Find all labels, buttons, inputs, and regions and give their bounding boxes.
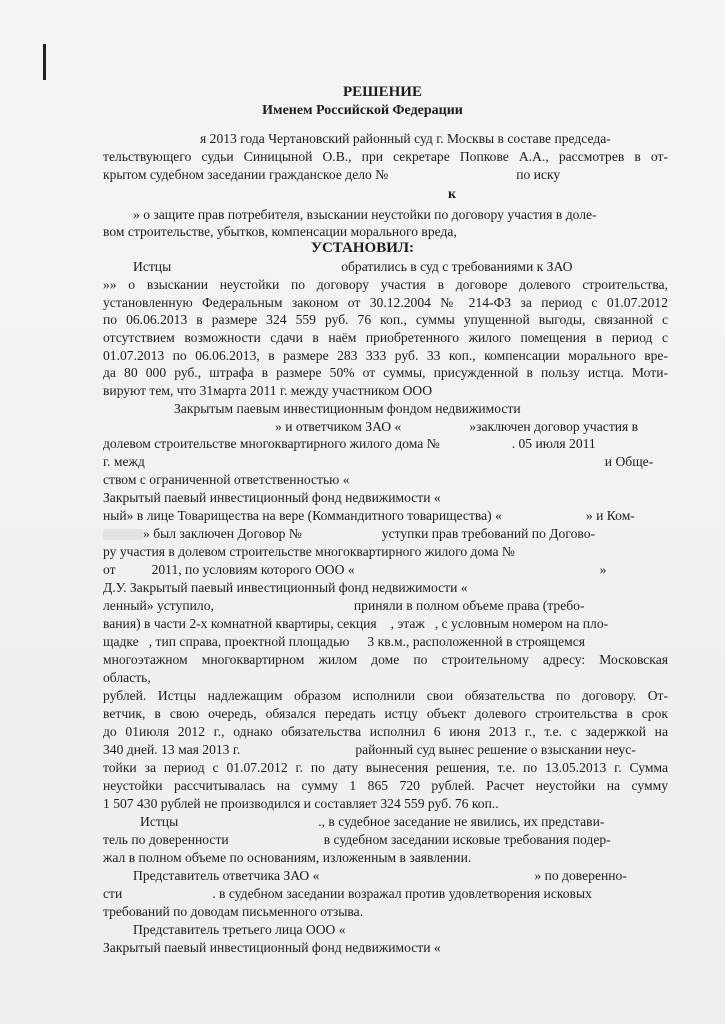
text-line: ветчик, в свою очередь, обязался передать истцу объект долевого строительства в срок — [103, 706, 668, 721]
text-line: 01.07.2013 по 06.06.2013, в размере 283 333 руб. 33 коп., компенсации морального вре- — [103, 348, 668, 363]
text-line — [103, 507, 668, 524]
text-fragment: сти — [103, 886, 123, 901]
redaction — [103, 529, 143, 540]
text-line — [133, 867, 668, 884]
text-line: » о защите прав потребителя, взыскании неустойки по договору участия в доле- — [133, 207, 597, 222]
text-fragment: вания) в части 2-х комнатной квартиры, секция — [103, 616, 377, 631]
text-line: Закрытым паевым инвестиционным фондом недвижимости — [174, 401, 521, 416]
text-line — [103, 166, 668, 183]
text-line — [103, 597, 668, 614]
text-fragment: . в судебном заседании возражал против удовлетворения исковых — [212, 886, 592, 901]
text-line: установленную Федеральным законом от 30.12.2004 № 214-ФЗ за период с 01.07.2012 — [103, 295, 668, 310]
text-fragment: ный» в лице Товарищества на вере (Коммандитного товарищества) « — [103, 508, 502, 523]
text-line: вом строительстве, убытков, компенсации морального вреда, — [103, 224, 457, 239]
text-fragment: от — [103, 562, 116, 577]
text-fragment: 3 кв.м., расположенной в строящемся — [367, 634, 586, 649]
text-line: по 06.06.2013 в размере 324 559 руб. 76 коп., суммы упущенной выгоды, связанной с — [103, 312, 668, 327]
text-fragment: и Обще- — [604, 454, 654, 469]
text-fragment: » и ответчиком ЗАО « — [275, 419, 402, 434]
text-fragment: приняли в полном объеме права (требо- — [353, 598, 585, 613]
text-line — [103, 435, 668, 452]
text-line: Закрытый паевый инвестиционный фонд недвижимости « — [103, 490, 441, 505]
text-fragment: обратились в суд с требованиями к ЗАО — [341, 259, 573, 274]
text-line — [140, 813, 668, 830]
text-fragment: крытом судебном заседании гражданское дело № — [103, 167, 389, 182]
text-fragment: . 05 июля 2011 — [511, 436, 596, 451]
text-fragment: , тип справа, проектной площадью — [148, 634, 350, 649]
text-line — [103, 615, 668, 632]
text-fragment: г. межд — [103, 454, 145, 469]
document-title: РЕШЕНИЕ — [343, 84, 422, 100]
text-fragment: 340 дней. 13 мая 2013 г. — [103, 742, 241, 757]
text-line: многоэтажном многоквартирном жилом доме по строительному адресу: Московская — [103, 652, 668, 667]
text-line: до 01июля 2012 г., однако обязательства исполнил 6 июня 2013 г., т.е. с задержкой на — [103, 724, 668, 739]
text-fragment: тель по доверенности — [103, 832, 229, 847]
text-line — [103, 741, 668, 758]
text-fragment: по иску — [516, 167, 561, 182]
text-line: неустойки рассчитывалась на сумму 1 865 720 рублей. Расчет неустойки на сумму — [103, 778, 668, 793]
text-line: Представитель третьего лица ООО « — [133, 922, 346, 937]
text-line: ством с ограниченной ответственностью « — [103, 472, 350, 487]
text-k: к — [448, 187, 457, 202]
document-subtitle: Именем Российской Федерации — [262, 103, 463, 118]
section-title: УСТАНОВИЛ: — [310, 240, 415, 256]
text-line — [103, 831, 668, 848]
text-fragment: районный суд вынес решение о взыскании неус- — [355, 742, 636, 757]
text-fragment: , этаж — [390, 616, 425, 631]
text-fragment: уступки прав требований по Догово- — [381, 526, 596, 541]
text-line — [103, 885, 668, 902]
text-line — [103, 453, 668, 470]
text-line — [103, 525, 668, 542]
text-line: 1 507 430 рублей не производился и составляет 324 559 руб. 76 коп.. — [103, 796, 499, 811]
text-line: ру участия в долевом строительстве многоквартирного жилого дома № — [103, 544, 515, 559]
text-line: Д.У. Закрытый паевый инвестиционный фонд недвижимости « — [103, 580, 468, 595]
text-fragment: » и Ком- — [585, 508, 635, 523]
text-line — [103, 633, 668, 650]
text-line: требований по доводам письменного отзыва. — [103, 904, 364, 919]
text-line — [275, 418, 668, 435]
text-line: да 80 000 руб., штрафа в размере 50% от суммы, присужденной в пользу истца. Моти- — [103, 365, 668, 380]
text-line: рублей. Истцы надлежащим образом исполнили свои обязательства по договору. От- — [103, 688, 668, 703]
text-fragment: Истцы — [133, 259, 172, 274]
text-line — [103, 561, 668, 578]
text-fragment: ., в судебное заседание не явились, их представи- — [318, 814, 605, 829]
text-line: »» о взыскании неустойки по договору участия в договоре долевого строительства, — [103, 277, 668, 292]
text-fragment: » был заключен Договор № — [143, 526, 302, 541]
text-line: жал в полном объеме по основаниям, изложенным в заявлении. — [103, 850, 472, 865]
text-fragment: » по доверенно- — [534, 868, 627, 883]
text-line: я 2013 года Чертановский районный суд г. Москвы в составе председа- — [200, 131, 611, 146]
text-fragment: Представитель ответчика ЗАО « — [133, 868, 320, 883]
text-line: отсутствием возможности сдачи в наём приобретенного жилого помещения в период с — [103, 330, 668, 345]
text-fragment: ленный» уступило, — [103, 598, 214, 613]
text-fragment: в судебном заседании исковые требования подер- — [323, 832, 611, 847]
text-fragment: Истцы — [140, 814, 179, 829]
text-line: вируют тем, что 31марта 2011 г. между участником ООО — [103, 383, 433, 398]
text-line: область, — [103, 670, 151, 685]
text-line: тельствующего судьи Синицыной О.В., при секретаре Попкове А.А., рассмотрев в от- — [103, 149, 668, 164]
text-fragment: »заключен договор участия в — [469, 419, 639, 434]
text-fragment: , с условным номером на пло- — [434, 616, 609, 631]
text-line: тойки за период с 01.07.2012 г. по дату вынесения решения, т.е. по 13.05.2013 г. Сумма — [103, 760, 668, 775]
text-line — [133, 258, 668, 275]
text-fragment: щадке — [103, 634, 139, 649]
margin-mark — [43, 44, 46, 80]
text-line: Закрытый паевый инвестиционный фонд недвижимости « — [103, 940, 441, 955]
text-fragment: долевом строительстве многоквартирного жилого дома № — [103, 436, 440, 451]
text-fragment: » — [599, 562, 607, 577]
text-fragment: 2011, по условиям которого ООО « — [151, 562, 355, 577]
